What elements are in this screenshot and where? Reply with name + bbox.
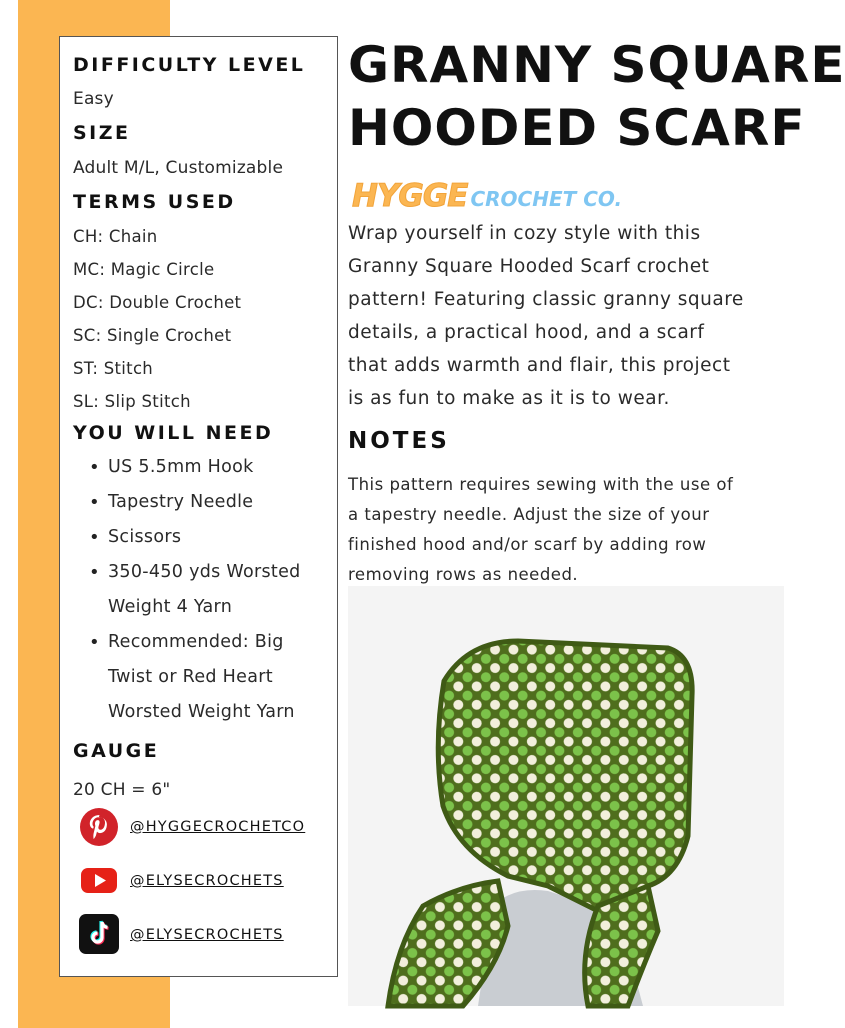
gauge-value: 20 CH = 6" — [73, 780, 171, 800]
notes-line: removing rows as needed. — [348, 565, 579, 584]
brand-primary-text: HYGGE — [352, 178, 468, 214]
hooded-scarf-illustration — [348, 586, 784, 1006]
term-item: SL: Slip Stitch — [73, 392, 191, 411]
term-item: ST: Stitch — [73, 359, 154, 378]
need-item-continued: Worsted Weight Yarn — [108, 702, 295, 722]
pinterest-icon[interactable] — [78, 806, 120, 848]
hooded-scarf-photo — [348, 586, 784, 1006]
notes-line: This pattern requires sewing with the use of — [348, 475, 734, 494]
brand-logo — [352, 178, 622, 218]
need-item-continued: Twist or Red Heart — [108, 667, 273, 687]
terms-heading: TERMS USED — [73, 191, 236, 213]
needs-heading: YOU WILL NEED — [73, 422, 274, 444]
intro-line: details, a practical hood, and a scarf — [348, 322, 705, 343]
tiktok-icon[interactable] — [78, 913, 120, 955]
bullet-dot: • — [89, 562, 100, 583]
term-item: DC: Double Crochet — [73, 293, 242, 312]
pattern-info-card — [59, 36, 338, 977]
need-item: Scissors — [108, 527, 182, 547]
bullet-dot: • — [89, 492, 100, 513]
intro-line: that adds warmth and flair, this project — [348, 355, 731, 376]
notes-heading: NOTES — [348, 428, 450, 454]
youtube-handle-link[interactable]: @ELYSECROCHETS — [130, 873, 284, 889]
youtube-icon[interactable] — [78, 859, 120, 901]
intro-line: is as fun to make as it is to wear. — [348, 388, 670, 409]
difficulty-heading: DIFFICULTY LEVEL — [73, 54, 306, 76]
page-title-line-1: GRANNY SQUARE — [348, 36, 845, 94]
term-item: CH: Chain — [73, 227, 158, 246]
difficulty-value: Easy — [73, 89, 114, 109]
need-item-continued: Weight 4 Yarn — [108, 597, 233, 617]
pinterest-handle-link[interactable]: @HYGGECROCHETCO — [130, 819, 306, 835]
notes-line: a tapestry needle. Adjust the size of your — [348, 505, 710, 524]
size-value: Adult M/L, Customizable — [73, 158, 284, 178]
need-item: Tapestry Needle — [108, 492, 254, 512]
gauge-heading: GAUGE — [73, 740, 160, 762]
size-heading: SIZE — [73, 122, 131, 144]
tiktok-handle-link[interactable]: @ELYSECROCHETS — [130, 927, 284, 943]
term-item: SC: Single Crochet — [73, 326, 232, 345]
need-item: 350-450 yds Worsted — [108, 562, 301, 582]
intro-line: Wrap yourself in cozy style with this — [348, 223, 701, 244]
page-title-line-2: HOODED SCARF — [348, 99, 806, 157]
intro-line: Granny Square Hooded Scarf crochet — [348, 256, 710, 277]
bullet-dot: • — [89, 632, 100, 653]
need-item: Recommended: Big — [108, 632, 284, 652]
term-item: MC: Magic Circle — [73, 260, 215, 279]
bullet-dot: • — [89, 457, 100, 478]
need-item: US 5.5mm Hook — [108, 457, 254, 477]
brand-secondary-text: CROCHET CO. — [470, 187, 623, 211]
notes-line: finished hood and/or scarf by adding row — [348, 535, 707, 554]
intro-line: pattern! Featuring classic granny square — [348, 289, 744, 310]
bullet-dot: • — [89, 527, 100, 548]
